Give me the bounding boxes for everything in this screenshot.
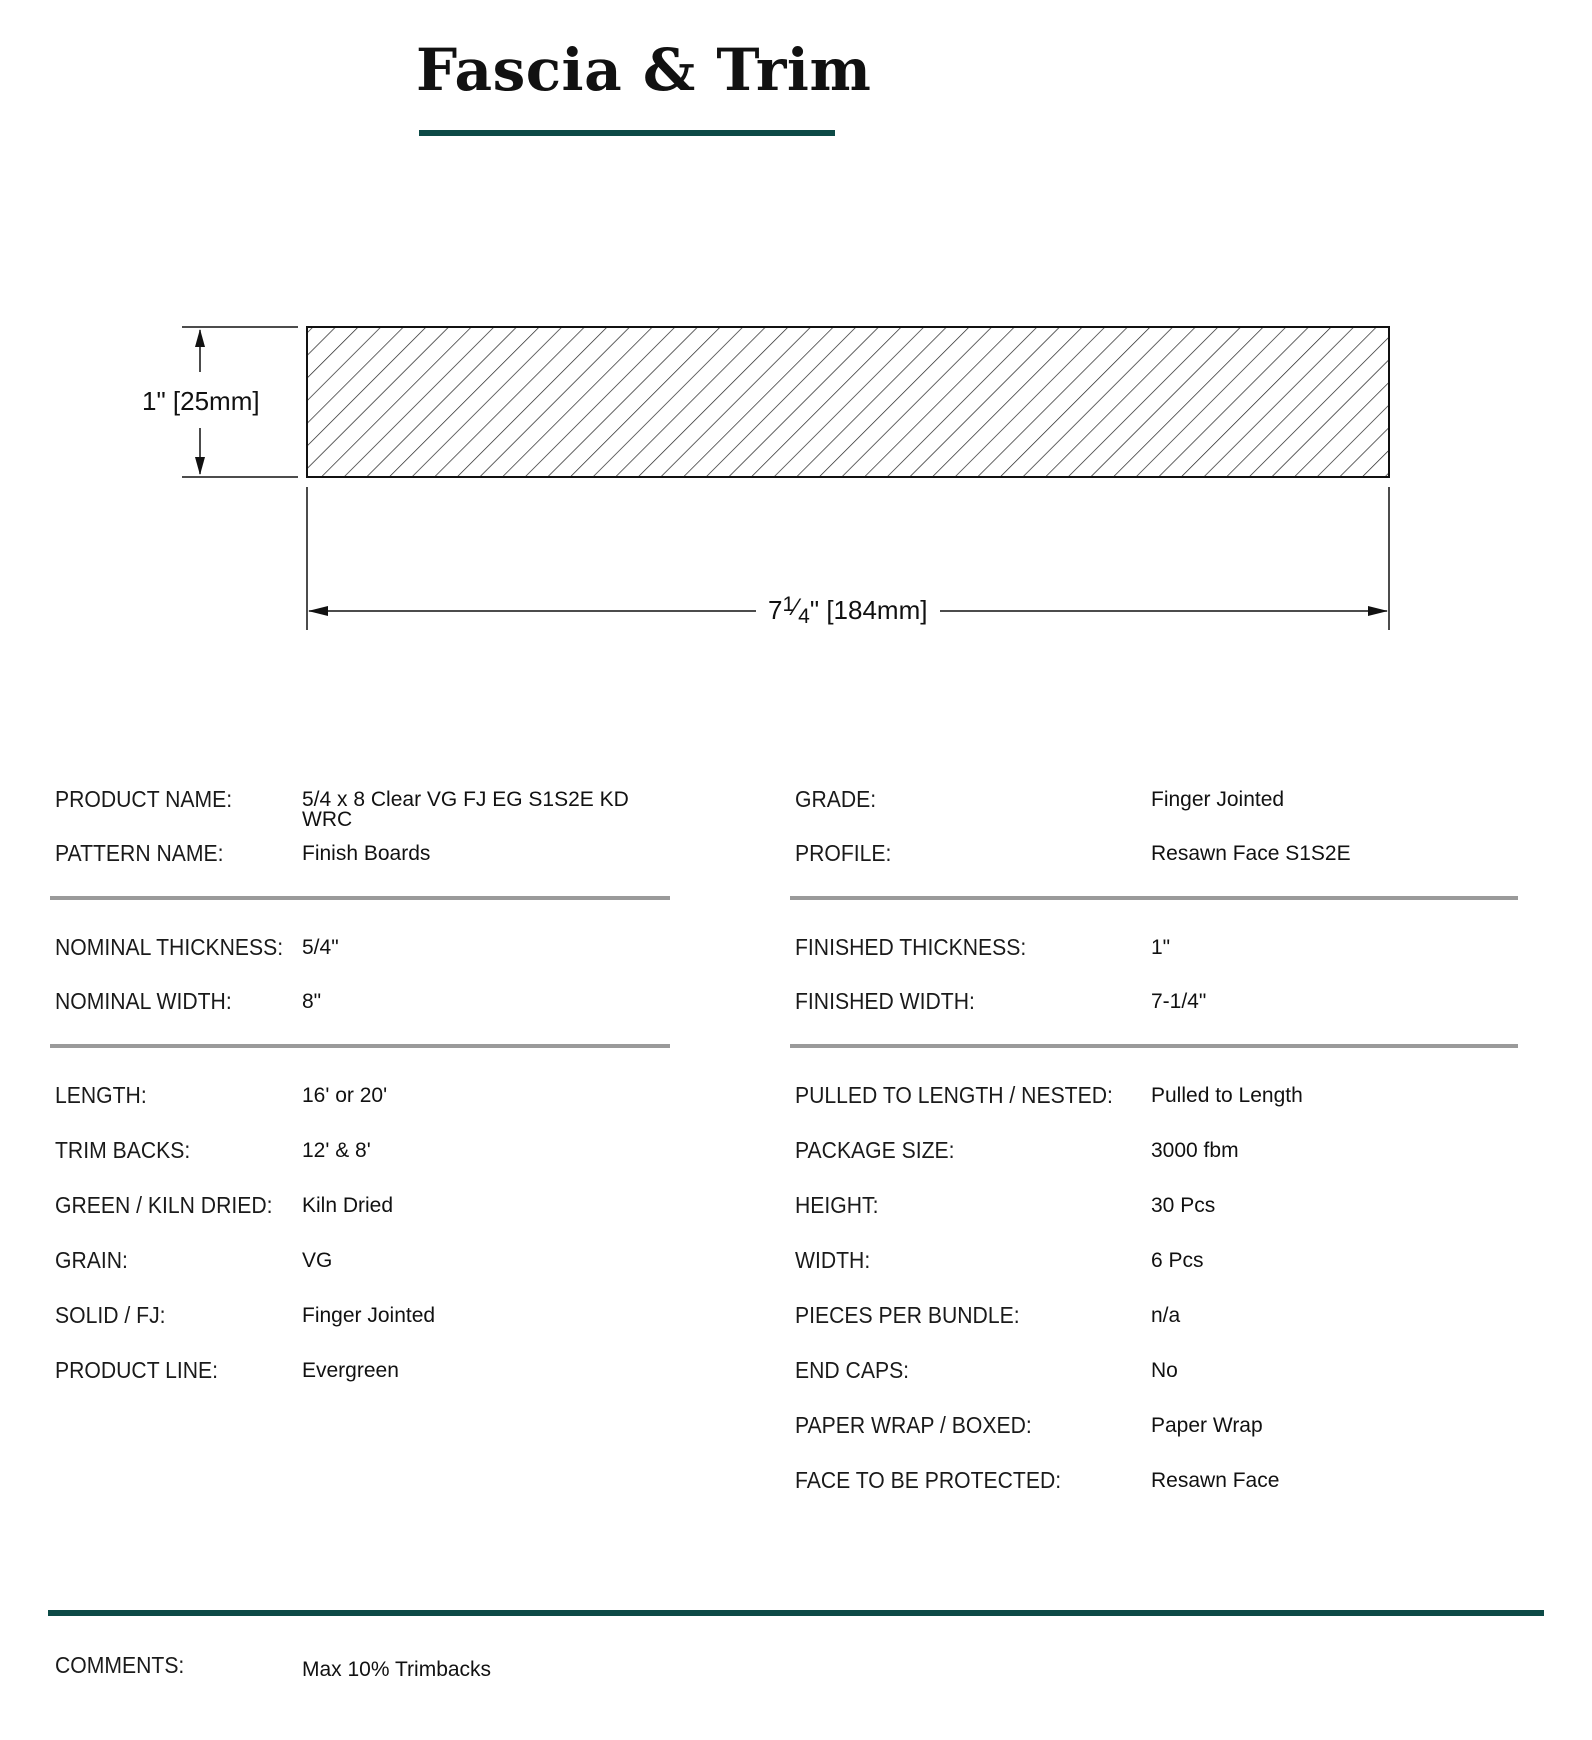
pattern-name-value: Finish Boards <box>302 842 431 865</box>
face-protected-label: FACE TO BE PROTECTED: <box>795 1467 1062 1493</box>
solid-fj-label: SOLID / FJ: <box>55 1302 166 1328</box>
fraction-slash: ⁄ <box>794 594 799 621</box>
finished-width-label: FINISHED WIDTH: <box>795 988 975 1014</box>
thickness-dimension <box>142 327 298 477</box>
green-kiln-label: GREEN / KILN DRIED: <box>55 1192 273 1218</box>
board-section-hatch <box>307 327 1389 477</box>
height-label: HEIGHT: <box>795 1192 879 1218</box>
face-protected-value: Resawn Face <box>1151 1469 1280 1492</box>
grain-label: GRAIN: <box>55 1247 128 1273</box>
length-value: 16' or 20' <box>302 1084 388 1107</box>
package-size-label: PACKAGE SIZE: <box>795 1137 955 1163</box>
finished-width-value: 7-1/4" <box>1151 990 1207 1013</box>
profile-value: Resawn Face S1S2E <box>1151 842 1351 865</box>
solid-fj-value: Finger Jointed <box>302 1304 436 1327</box>
pulled-nested-value: Pulled to Length <box>1151 1084 1303 1107</box>
product-line-value: Evergreen <box>302 1359 399 1382</box>
product-name-value-line2: WRC <box>302 808 353 831</box>
nominal-thickness-label: NOMINAL THICKNESS: <box>55 934 284 960</box>
page-title: Fascia & Trim <box>416 36 872 104</box>
nominal-thickness-value: 5/4" <box>302 936 339 959</box>
comments-divider <box>48 1610 1544 1616</box>
height-value: 30 Pcs <box>1151 1194 1216 1217</box>
width-fraction-denominator: 4 <box>798 605 810 628</box>
green-kiln-value: Kiln Dried <box>302 1194 394 1217</box>
product-line-label: PRODUCT LINE: <box>55 1357 219 1383</box>
product-name-value-line1: 5/4 x 8 Clear VG FJ EG S1S2E KD <box>302 788 629 811</box>
grade-value: Finger Jointed <box>1151 788 1285 811</box>
width-spec-value: 6 Pcs <box>1151 1249 1204 1272</box>
pieces-per-bundle-value: n/a <box>1151 1304 1181 1327</box>
width-label <box>768 593 927 628</box>
pulled-nested-label: PULLED TO LENGTH / NESTED: <box>795 1082 1113 1108</box>
title-underline <box>419 130 835 136</box>
section-divider <box>50 1044 670 1048</box>
finished-thickness-value: 1" <box>1151 936 1171 959</box>
section-divider <box>790 896 1518 900</box>
width-spec-label: WIDTH: <box>795 1247 871 1273</box>
section-divider <box>790 1044 1518 1048</box>
width-rest: " [184mm] <box>809 595 928 625</box>
product-name-label: PRODUCT NAME: <box>55 786 233 812</box>
paper-wrap-label: PAPER WRAP / BOXED: <box>795 1412 1032 1438</box>
grain-value: VG <box>302 1249 333 1272</box>
board-cross-section-drawing <box>0 300 1592 660</box>
length-label: LENGTH: <box>55 1082 147 1108</box>
comments-label: COMMENTS: <box>55 1652 185 1678</box>
end-caps-label: END CAPS: <box>795 1357 910 1383</box>
trim-backs-label: TRIM BACKS: <box>55 1137 191 1163</box>
section-divider <box>50 896 670 900</box>
width-whole: 7 <box>768 595 783 625</box>
pattern-name-label: PATTERN NAME: <box>55 840 224 866</box>
grade-label: GRADE: <box>795 786 877 812</box>
thickness-label: 1" [25mm] <box>142 386 260 416</box>
profile-label: PROFILE: <box>795 840 892 866</box>
nominal-width-value: 8" <box>302 990 322 1013</box>
end-caps-value: No <box>1151 1359 1178 1382</box>
paper-wrap-value: Paper Wrap <box>1151 1414 1263 1437</box>
pieces-per-bundle-label: PIECES PER BUNDLE: <box>795 1302 1020 1328</box>
finished-thickness-label: FINISHED THICKNESS: <box>795 934 1027 960</box>
nominal-width-label: NOMINAL WIDTH: <box>55 988 232 1014</box>
width-dimension <box>307 487 1389 630</box>
width-fraction-numerator: 1 <box>782 593 795 616</box>
trim-backs-value: 12' & 8' <box>302 1139 371 1162</box>
package-size-value: 3000 fbm <box>1151 1139 1239 1162</box>
comments-value: Max 10% Trimbacks <box>302 1658 492 1681</box>
